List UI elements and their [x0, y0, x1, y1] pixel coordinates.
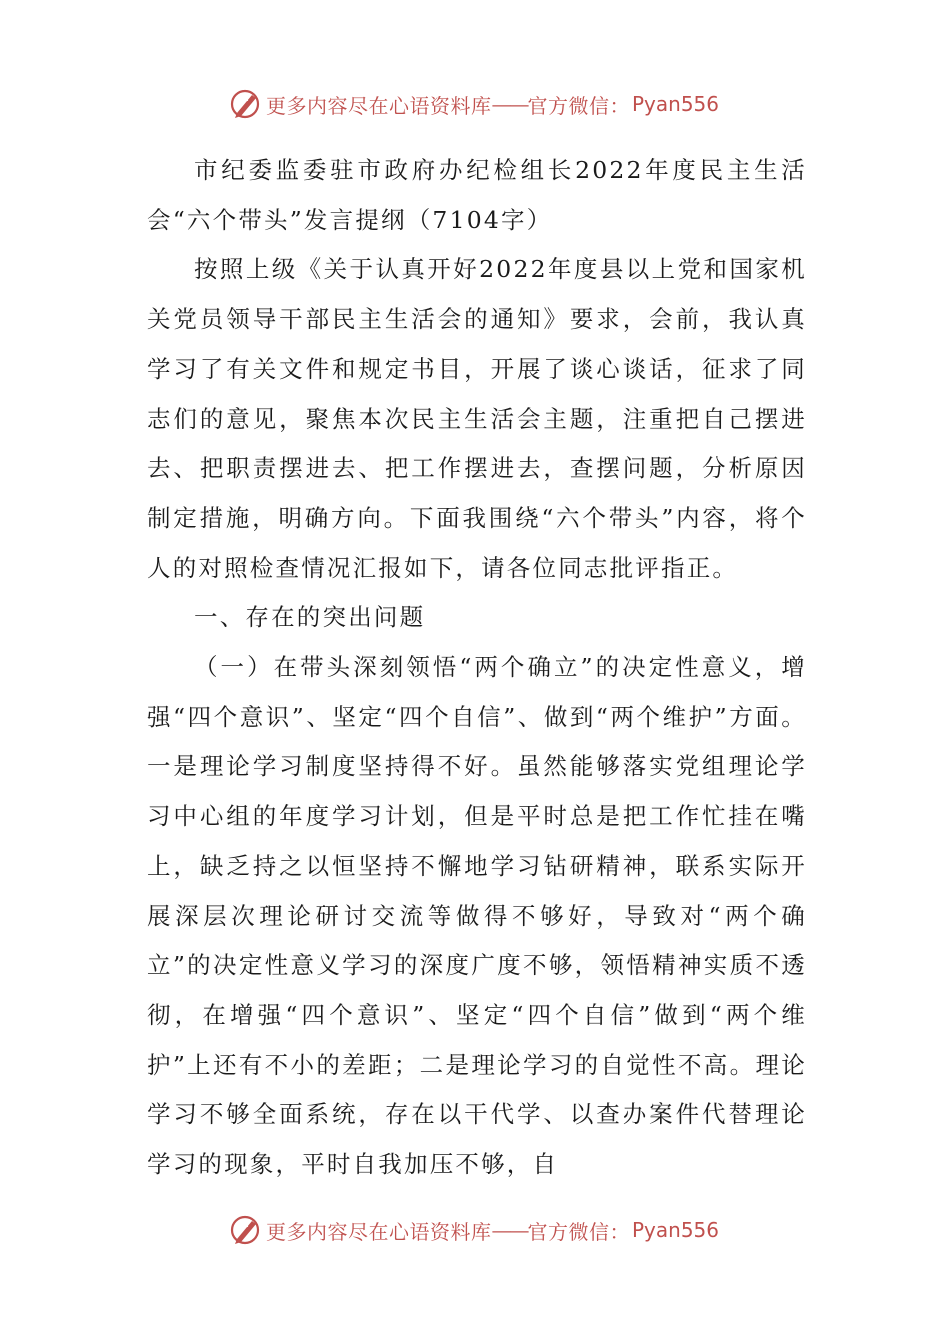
banner-dash: —— [491, 1218, 528, 1242]
pen-logo-icon [228, 1212, 264, 1248]
document-body [147, 146, 807, 1190]
banner-wechat-label: 官方微信： [527, 93, 630, 118]
banner-wechat-id: Pyan556 [632, 92, 720, 116]
section-heading: 一、存在的突出问题 [194, 603, 426, 632]
watermark-banner-bottom [228, 1210, 748, 1250]
pen-logo-icon [228, 86, 264, 122]
banner-dash: —— [491, 92, 528, 116]
banner-wechat-label: 官方微信： [527, 1219, 630, 1244]
banner-prefix: 更多内容尽在心语资料库 [266, 93, 492, 118]
section-paragraph: （一）在带头深刻领悟“两个确立”的决定性意义，增强“四个意识”、坚定“四个自信”、做到“两个维护”方面。一是理论学习制度坚持得不好。虽然能够落实党组理论学习中心组的年度学习计划，但是平时总是把工作忙挂在嘴上，缺乏持之以恒坚持不懈地学习钻研精神，联系实际开展深层次理论研讨交流等做得不够好，导致对“两个确立”的决定性意义学习的深度广度不够，领悟精神实质不透彻，在增强“四个意识”、坚定“四个自信”做到“两个维护”上还有不小的差距；二是理论学习的自觉性不高。理论学习不够全面系统，存在以干代学、以查办案件代替理论学习的现象，平时自我加压不够，自 [147, 653, 807, 1179]
intro-paragraph: 按照上级《关于认真开好2022年度县以上党和国家机关党员领导干部民主生活会的通知》要求，会前，我认真学习了有关文件和规定书目，开展了谈心谈话，征求了同志们的意见，聚焦本次民主生活会主题，注重把自己摆进去、把职责摆进去、把工作摆进去，查摆问题，分析原因制定措施，明确方向。下面我围绕“六个带头”内容，将个人的对照检查情况汇报如下，请各位同志批评指正。 [147, 255, 807, 582]
banner-wechat-id: Pyan556 [632, 1218, 720, 1242]
watermark-banner-top [228, 84, 748, 124]
document-title: 市纪委监委驻市政府办纪检组长2022年度民主生活会“六个带头”发言提纲（7104字） [147, 156, 807, 234]
banner-prefix: 更多内容尽在心语资料库 [266, 1219, 492, 1244]
